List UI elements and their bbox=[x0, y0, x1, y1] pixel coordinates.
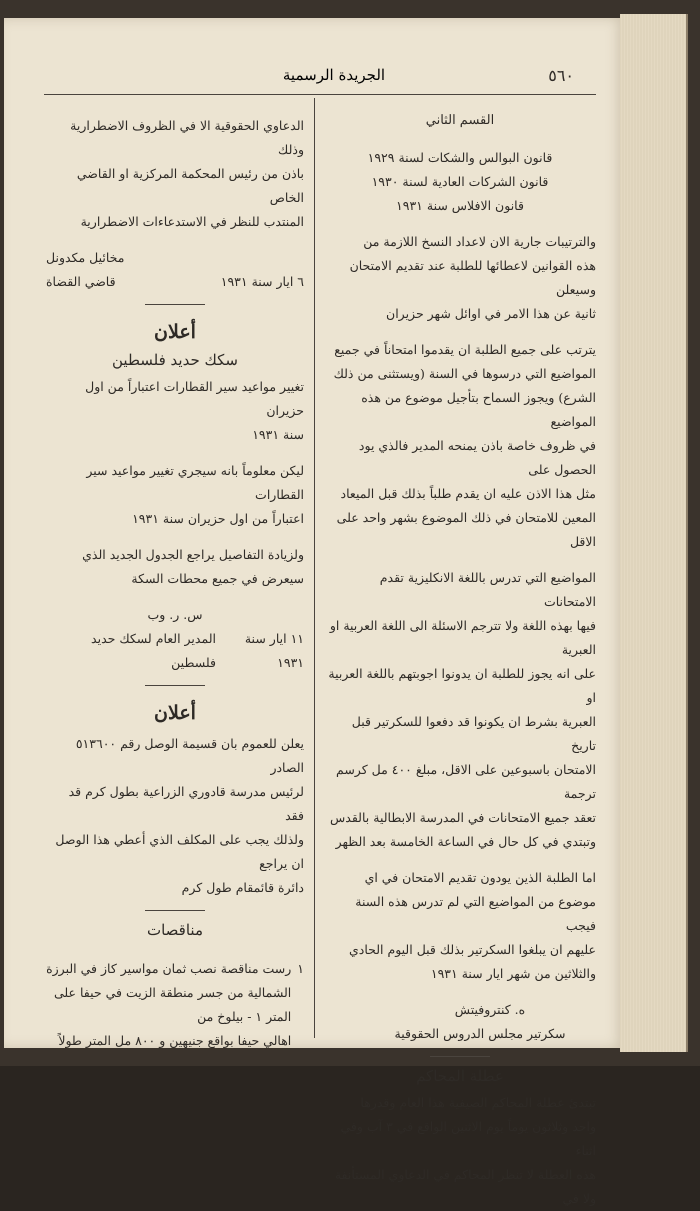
paragraph-line: اما الطلبة الذين يودون تقديم الامتحان في اي bbox=[364, 870, 596, 885]
right-column bbox=[324, 108, 596, 1211]
left-column bbox=[46, 114, 304, 1053]
paragraph-line: رست مناقصة نصب ثمان مواسير كاز في البرزة bbox=[46, 961, 292, 976]
signer-name: مخائيل مكدونل bbox=[46, 250, 125, 265]
signer-title: قاضي القضاة bbox=[46, 274, 116, 289]
paragraph-line: سنة ١٩٣١ bbox=[252, 427, 304, 442]
paragraph-line: مثل هذا الاذن عليه ان يقدم طلباً بذلك قبل الميعاد bbox=[340, 486, 596, 501]
paragraph-line: اهالي حيفا بواقع جنيهين و ٨٠٠ مل المتر طولاً bbox=[58, 1033, 292, 1048]
paragraph-line: فيها بهذه اللغة ولا تترجم الاسئلة الى اللغة العربية او العبرية bbox=[329, 618, 596, 657]
paragraph-line: الدعاوي الحقوقية الا في الظروف الاضطرارية وذلك bbox=[70, 118, 304, 157]
separator-rule bbox=[430, 1056, 490, 1057]
paragraph-line: المنتدب للنظر في الاستدعاءات الاضطرارية bbox=[80, 214, 304, 229]
paragraph-line: المواضيع التي درسوها في السنة (ويستثنى من ذلك bbox=[333, 366, 596, 381]
document-page bbox=[4, 18, 624, 1206]
paragraph-line: في ظروف خاصة باذن يمنحه المدير فالذي يود الحصول على bbox=[358, 438, 596, 477]
law-item: قانون الشركات العادية لسنة ١٩٣٠ bbox=[371, 174, 549, 189]
paragraph-line: ثانية عن هذا الامر في اوائل شهر حزيران bbox=[386, 306, 596, 321]
paragraph-line: باذن من رئيس المحكمة المركزية او القاضي الخاص bbox=[76, 166, 304, 205]
paragraph-line: والترتيبات جارية الان لاعداد النسخ اللازمة من bbox=[363, 234, 596, 249]
signer-row bbox=[46, 627, 304, 675]
paragraph-line: هذه القوانين لاعطائها للطلبة عند تقديم الامتحان وسيعلن bbox=[349, 258, 596, 297]
paragraph-line: على انه يجوز للطلبة ان يدونوا اجوبتهم باللغة العربية او bbox=[328, 666, 596, 705]
paragraph-line: ولزيادة التفاصيل يراجع الجدول الجديد الذي bbox=[82, 547, 304, 562]
paragraph-line: موضوع من المواضيع التي لم تدرس هذه السنة فيجب bbox=[355, 894, 596, 933]
signer-title: المدير العام لسكك حديد فلسطين bbox=[91, 631, 216, 670]
paragraph-line: الشمالية من جسر منطقة الزيت في حيفا على المتر ١ - بيلوخ من bbox=[54, 985, 292, 1024]
paragraph-line: يترتب على جميع الطلبة ان يقدموا امتحاناً في جميع bbox=[334, 342, 596, 357]
separator-rule bbox=[145, 910, 205, 911]
signer-name: س. ر. وب bbox=[147, 607, 203, 622]
paragraph-line: الشرع) ويجوز السماح بتأجيل موضوع من هذه المواضيع bbox=[361, 390, 596, 429]
header-rule bbox=[44, 94, 596, 95]
paragraph-line: ولذلك يجب على المكلف الذي أعطي هذا الوصل ان يراجع bbox=[55, 832, 304, 871]
separator-rule bbox=[145, 304, 205, 305]
notice-title: أعلان bbox=[154, 702, 196, 724]
paragraph-line: الامتحان باسبوعين على الاقل، مبلغ ٤٠٠ مل كرسم ترجمة bbox=[336, 762, 596, 801]
paragraph-line: سيعرض في جميع محطات السكة bbox=[131, 571, 304, 586]
notice-subtitle: سكك حديد فلسطين bbox=[112, 351, 238, 369]
paragraph-line: تعقد جميع الامتحانات في المدرسة الابطالية بالقدس bbox=[330, 810, 596, 825]
separator-rule bbox=[145, 685, 205, 686]
paragraph-line: عليهم ان يبلغوا السكرتير بذلك قبل اليوم الحادي bbox=[348, 942, 596, 957]
tender-number: ١ bbox=[297, 961, 304, 976]
court-holiday-title: عطلة المحاكم bbox=[416, 1067, 504, 1085]
paragraph-line: وتبتدي في كل حال في الساعة الخامسة بعد الظهر bbox=[335, 834, 596, 849]
paragraph-line: المواضيع التي تدرس باللغة الانكليزية تقدم الامتحانات bbox=[379, 570, 596, 609]
page-edges bbox=[620, 14, 688, 1052]
signer-date: ٦ ايار سنة ١٩٣١ bbox=[220, 274, 304, 289]
signer-row bbox=[46, 270, 304, 294]
paragraph-line: تبتدئ عطلة المحاكم الصيفية هذا العام وقدرها bbox=[360, 1095, 596, 1110]
paragraph-line: المعين للامتحان في ذلك الموضوع بشهر واحد على الاقل bbox=[336, 510, 596, 549]
paragraph-line: دائرة قائمقام طول كرم bbox=[181, 880, 304, 895]
signer-date: ١١ ايار سنة ١٩٣١ bbox=[244, 631, 304, 670]
section-title: القسم الثاني bbox=[425, 113, 495, 128]
page-header bbox=[44, 66, 604, 92]
page-number: ٥٦٠ bbox=[548, 66, 574, 85]
signature-name: ه. كنتروفيتش bbox=[454, 1002, 526, 1017]
law-item: قانون البوالس والشكات لسنة ١٩٢٩ bbox=[367, 150, 553, 165]
tender-item bbox=[46, 957, 304, 1053]
paragraph-line: واحد وثلاثون يوماً يوم الاثنين الواقع في ٣ آب وفي اثناء bbox=[340, 1119, 596, 1158]
notice-title: أعلان bbox=[154, 321, 196, 343]
law-item: قانون الافلاس سنة ١٩٣١ bbox=[396, 198, 524, 213]
paragraph-line: ليكن معلوماً بانه سيجري تغيير مواعيد سير القطارات bbox=[86, 463, 304, 502]
paragraph-line: لرئيس مدرسة قادوري الزراعية بطول كرم قد فقد bbox=[68, 784, 304, 823]
paragraph-line: اعتباراً من اول حزيران سنة ١٩٣١ bbox=[132, 511, 304, 526]
paragraph-line: تغيير مواعيد سير القطارات اعتباراً من اول حزيران bbox=[85, 379, 304, 418]
paragraph-line: يعلن للعموم بان قسيمة الوصل رقم ٥١٣٦٠٠ الصادر bbox=[75, 736, 304, 775]
signature-title: سكرتير مجلس الدروس الحقوقية bbox=[394, 1026, 566, 1041]
column-divider bbox=[314, 98, 315, 1038]
paragraph-line: هذه العطلة لا تنظر المحاكم في الدعاوي المستأنفة ولا في bbox=[334, 1167, 596, 1206]
paragraph-line: العبرية بشرط ان يكونوا قد دفعوا للسكرتير قبل تاريخ bbox=[351, 714, 596, 753]
tenders-title: مناقصات bbox=[146, 921, 203, 939]
paragraph-line: والثلاثين من شهر ايار سنة ١٩٣١ bbox=[430, 966, 596, 981]
publication-title: الجريدة الرسمية bbox=[282, 66, 386, 84]
